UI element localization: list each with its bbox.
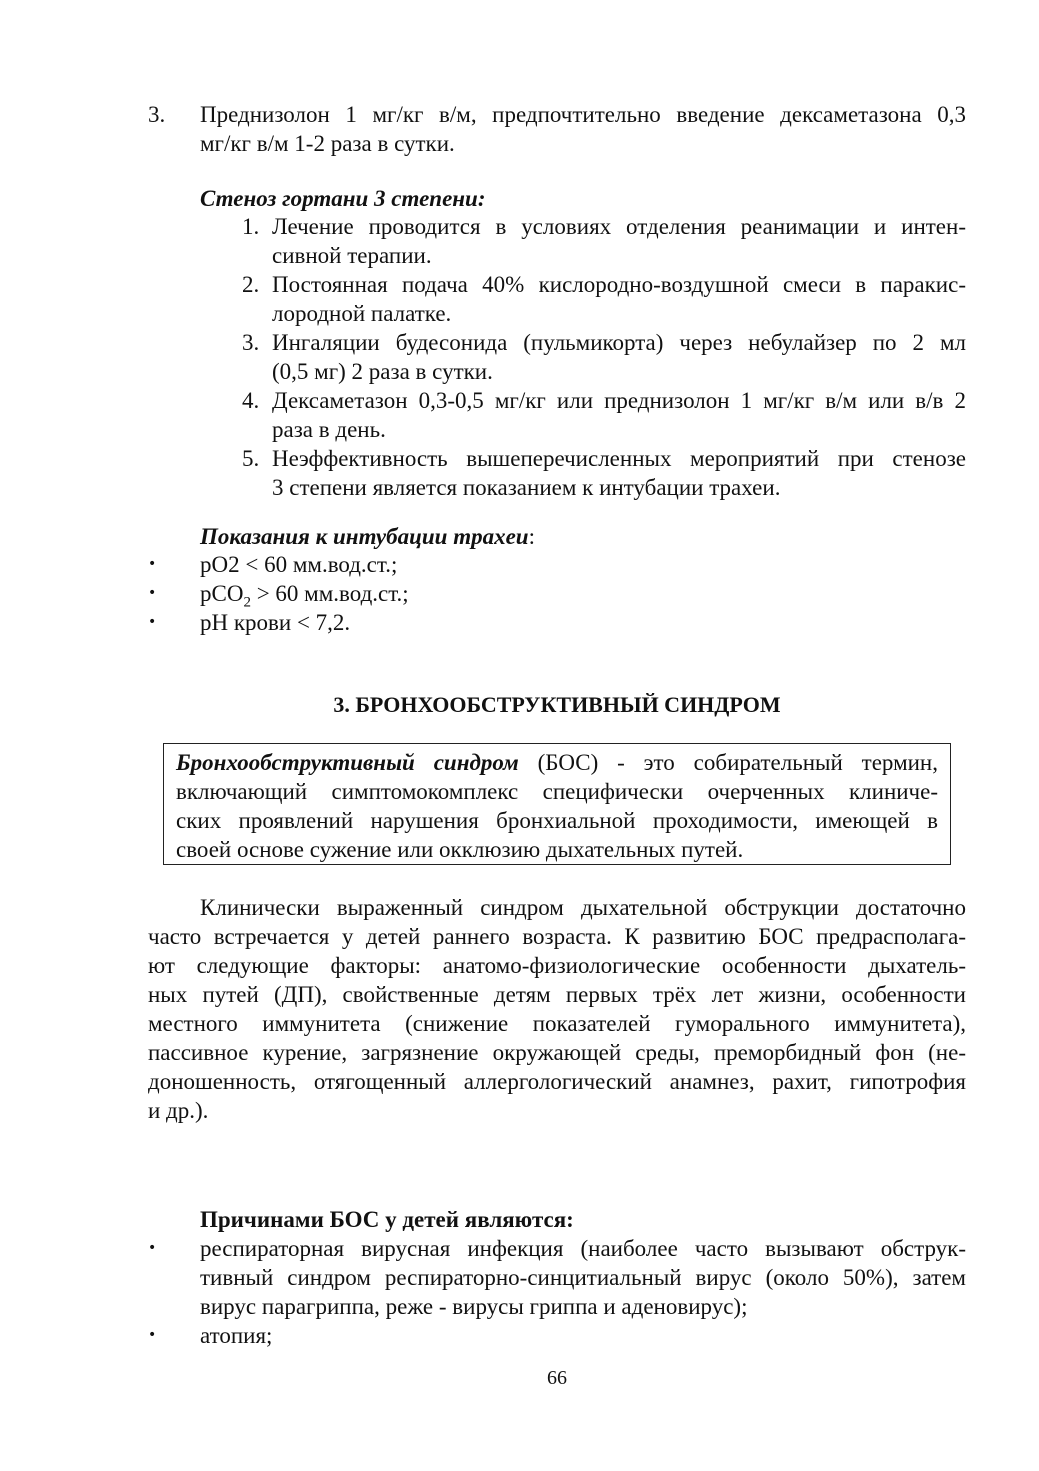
bullet-icon: •: [148, 556, 157, 572]
bullet-icon: •: [148, 1327, 157, 1343]
body-paragraph: [148, 893, 966, 1125]
text-line: доношенность, отягощенный аллергологический анамнез, рахит, гипотрофия: [148, 1069, 966, 1094]
causes-list: [148, 1234, 966, 1350]
text-line: Ингаляции будесонида (пульмикорта) через небулайзер по 2 мл: [272, 330, 966, 355]
text-line: [200, 579, 966, 611]
text-line: Неэффективность вышеперечисленных мероприятий при стенозе: [272, 446, 966, 471]
numbered-item-3: [148, 100, 966, 158]
text-line: раза в день.: [272, 417, 386, 442]
item-number: 1.: [242, 214, 260, 239]
text-line: респираторная вирусная инфекция (наиболее часто вызывают обструк-: [200, 1236, 966, 1261]
item-number: 5.: [242, 446, 260, 471]
bullet-icon: •: [148, 1240, 157, 1256]
list-item: [148, 1234, 966, 1321]
list-item: [148, 608, 966, 637]
text-line: мг/кг в/м 1-2 раза в сутки.: [200, 131, 455, 156]
intubation-heading: [200, 522, 535, 551]
bullet-icon: •: [148, 614, 157, 630]
text-part: > 60 мм.вод.ст.;: [250, 581, 409, 606]
text-line: [176, 748, 938, 777]
text-line: пассивное курение, загрязнение окружающей среды, преморбидный фон (не-: [148, 1040, 966, 1065]
causes-heading: Причинами БОС у детей являются:: [200, 1207, 574, 1232]
text-line: вирус парагриппа, реже - вирусы гриппа и аденовирус);: [200, 1294, 748, 1319]
bullet-icon: •: [148, 585, 157, 601]
text-line: Дексаметазон 0,3-0,5 мг/кг или преднизолон 1 мг/кг в/м или в/в 2: [272, 388, 966, 413]
text-line: ных путей (ДП), свойственные детям первых трёх лет жизни, особенности: [148, 982, 966, 1007]
heading-text: Показания к интубации трахеи: [200, 524, 529, 549]
list-item: [242, 270, 966, 328]
text-line: Постоянная подача 40% кислородно-воздушной смеси в паракис-: [272, 272, 966, 297]
text-line: сивной терапии.: [272, 243, 432, 268]
item-number: 3.: [242, 330, 260, 355]
text-line: pO2 < 60 мм.вод.ст.;: [200, 552, 398, 577]
text-line: местного иммунитета (снижение показателей гуморального иммунитета),: [148, 1011, 966, 1036]
page-number: 66: [547, 1367, 567, 1389]
list-item: [148, 579, 966, 611]
definition-box: [163, 743, 951, 865]
text-line: 3 степени является показанием к интубации трахеи.: [272, 475, 781, 500]
list-item: [148, 550, 966, 579]
subscript: 2: [243, 594, 251, 611]
list-item: [242, 328, 966, 386]
stenosis-list: [242, 212, 966, 502]
text-line: лородной палатке.: [272, 301, 452, 326]
text-line: часто встречается у детей раннего возраста. К развитию БОС предрасполага-: [148, 924, 966, 949]
heading-colon: :: [528, 524, 535, 549]
text-line: и др.).: [148, 1098, 209, 1123]
item-number: 3.: [148, 102, 166, 127]
text-line: Лечение проводится в условиях отделения реанимации и интен-: [272, 214, 966, 239]
text-line: своей основе сужение или окклюзию дыхательных путей.: [176, 837, 744, 862]
heading-colon: :: [477, 186, 486, 211]
text-line: атопия;: [200, 1323, 273, 1348]
text-line: (0,5 мг) 2 раза в сутки.: [272, 359, 493, 384]
item-number: 4.: [242, 388, 260, 413]
text-line: Преднизолон 1 мг/кг в/м, предпочтительно введение дексаметазона 0,3: [200, 102, 966, 127]
defined-term: Бронхообструктивный синдром: [176, 750, 519, 775]
text-line: pH крови < 7,2.: [200, 610, 351, 635]
section-title: 3. БРОНХООБСТРУКТИВНЫЙ СИНДРОМ: [333, 692, 781, 717]
list-item: [242, 386, 966, 444]
text-line: включающий симптомокомплекс специфически очерченных клиниче-: [176, 779, 938, 804]
list-item: [242, 444, 966, 502]
text-line: ских проявлений нарушения бронхиальной проходимости, имеющей в: [176, 808, 938, 833]
item-number: 2.: [242, 272, 260, 297]
list-item: [148, 1321, 966, 1350]
text-line: Клинически выраженный синдром дыхательной обструкции достаточно: [200, 895, 966, 920]
heading-text: Стеноз гортани 3 степени: [200, 186, 478, 211]
text-part: pCO: [200, 581, 244, 606]
stenosis-heading: [200, 184, 486, 213]
text-line: тивный синдром респираторно-синцитиальный вирус (около 50%), затем: [200, 1265, 966, 1290]
list-item: [242, 212, 966, 270]
intubation-list: [148, 550, 966, 637]
text-part: (БОС) - это собирательный термин,: [518, 750, 938, 775]
text-line: ют следующие факторы: анатомо-физиологические особенности дыхатель-: [148, 953, 966, 978]
